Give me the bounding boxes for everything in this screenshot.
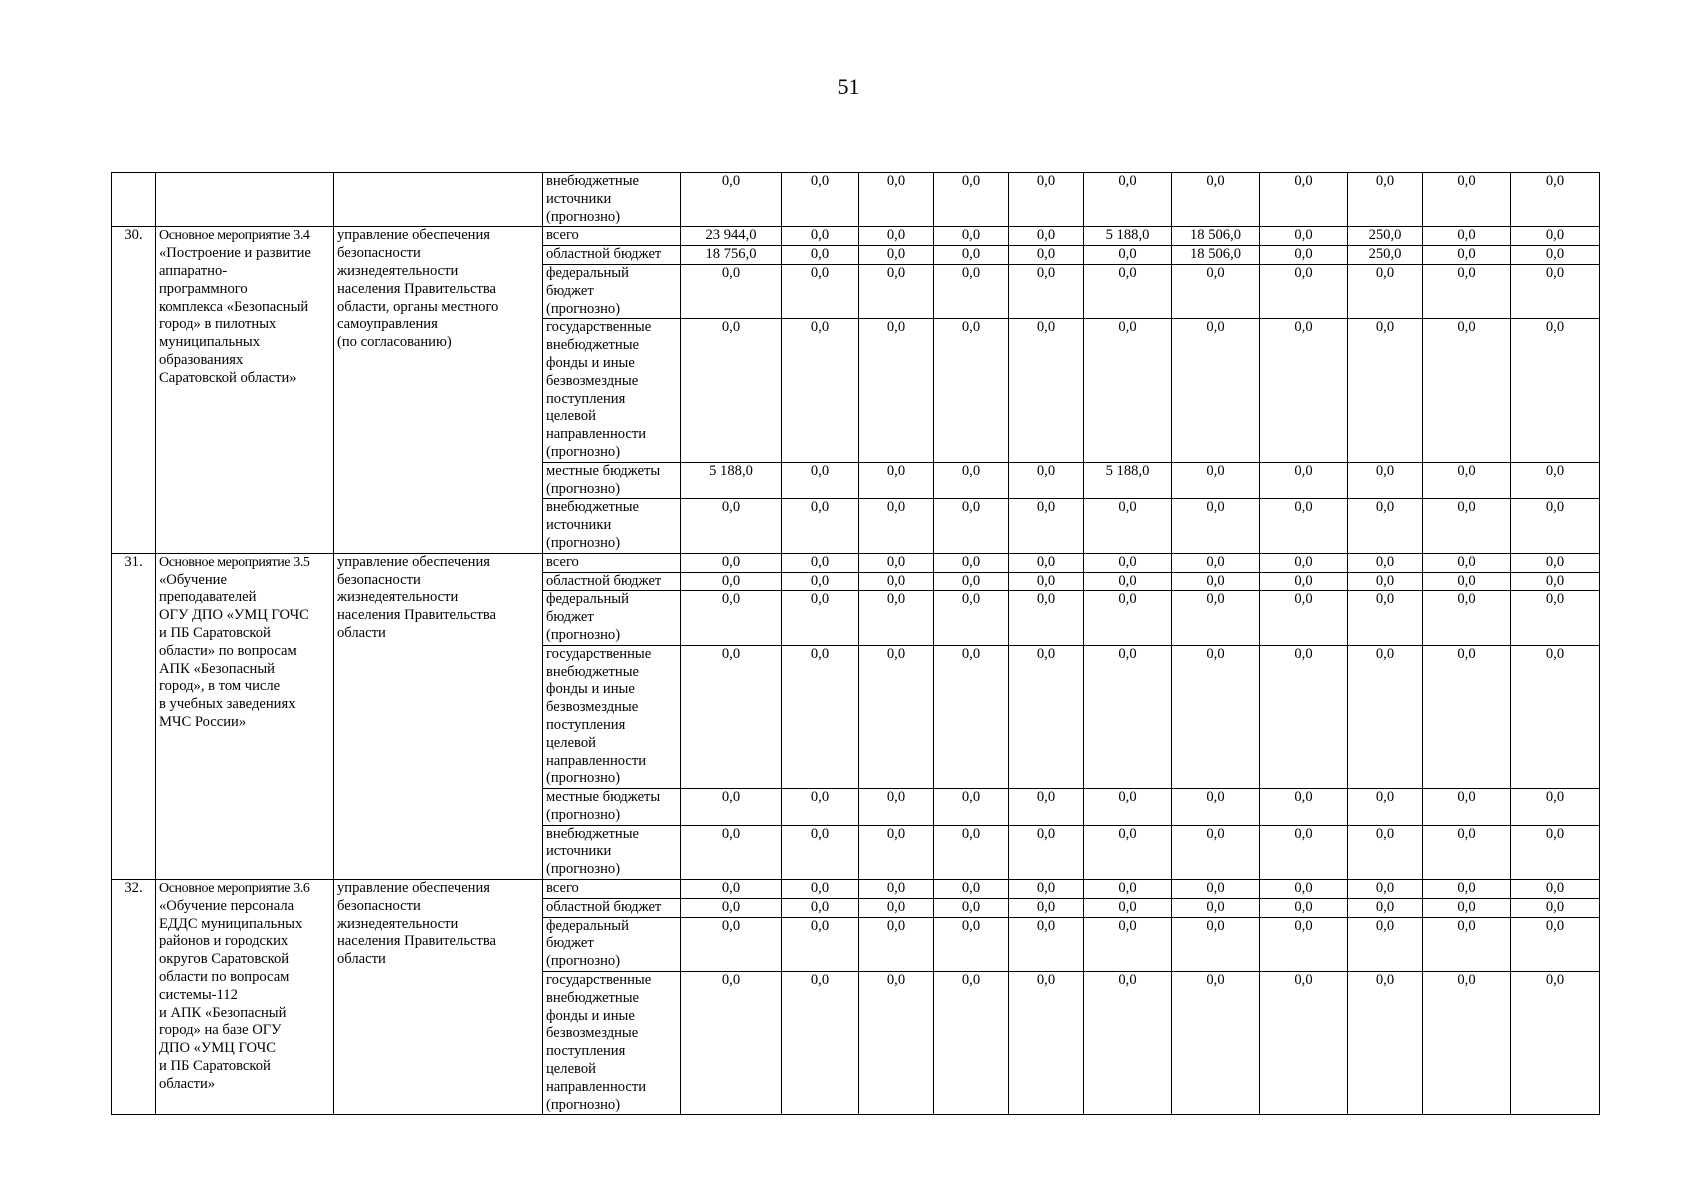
event-title-body: «Обучение преподавателей ОГУ ДПО «УМЦ ГОЧС и ПБ Саратовской области» по вопросам АПК «Безопасный город», в том числе в учебных заведениях МЧС России» — [159, 571, 309, 730]
table-row — [112, 173, 1600, 227]
amount-cell: 0,0 — [1260, 462, 1348, 499]
amount-cell: 0,0 — [1260, 246, 1348, 265]
amount-cell: 0,0 — [681, 789, 782, 826]
amount-cell: 0,0 — [859, 917, 934, 971]
amount-cell: 0,0 — [859, 645, 934, 788]
event-title-head: Основное мероприятие 3.5 — [159, 554, 310, 570]
amount-cell: 18 756,0 — [681, 246, 782, 265]
funding-source-cell: федеральный бюджет (прогнозно) — [543, 264, 681, 318]
amount-cell: 0,0 — [681, 572, 782, 591]
funding-source-cell: областной бюджет — [543, 898, 681, 917]
amount-cell: 0,0 — [681, 499, 782, 553]
amount-cell: 0,0 — [782, 645, 859, 788]
amount-cell: 0,0 — [1009, 789, 1084, 826]
amount-cell: 0,0 — [859, 246, 934, 265]
amount-cell: 5 188,0 — [1084, 462, 1172, 499]
amount-cell: 0,0 — [782, 319, 859, 462]
amount-cell: 0,0 — [1260, 880, 1348, 899]
amount-cell: 0,0 — [1260, 173, 1348, 227]
amount-cell: 0,0 — [1084, 591, 1172, 645]
amount-cell: 0,0 — [1348, 917, 1423, 971]
event-title-body: «Обучение персонала ЕДДС муниципальных районов и городских округов Саратовской области по вопросам системы-112 и АПК «Безопасный город» на базе ОГУ ДПО «УМЦ ГОЧС и ПБ Саратовской области» — [159, 897, 303, 1092]
funding-source-cell: всего — [543, 880, 681, 899]
funding-source-cell: федеральный бюджет (прогнозно) — [543, 917, 681, 971]
amount-cell: 18 506,0 — [1172, 246, 1260, 265]
funding-source-cell: внебюджетные источники (прогнозно) — [543, 499, 681, 553]
amount-cell: 250,0 — [1348, 246, 1423, 265]
table-row — [112, 553, 1600, 572]
amount-cell: 0,0 — [1172, 898, 1260, 917]
amount-cell: 0,0 — [1511, 898, 1600, 917]
amount-cell: 0,0 — [1423, 825, 1511, 879]
amount-cell: 0,0 — [1009, 553, 1084, 572]
funding-source-cell: внебюджетные источники (прогнозно) — [543, 173, 681, 227]
amount-cell: 0,0 — [1084, 825, 1172, 879]
amount-cell: 0,0 — [681, 264, 782, 318]
amount-cell: 0,0 — [934, 825, 1009, 879]
amount-cell: 0,0 — [859, 898, 934, 917]
page-number: 51 — [837, 74, 860, 99]
event-title-body: «Построение и развитие аппаратно- программного комплекса «Безопасный город» в пилотных муниципальных образованиях Саратовской области» — [159, 245, 311, 386]
amount-cell: 0,0 — [1084, 499, 1172, 553]
event-title-cell — [156, 173, 334, 227]
amount-cell: 0,0 — [1348, 591, 1423, 645]
amount-cell: 0,0 — [1511, 972, 1600, 1115]
amount-cell: 0,0 — [1511, 227, 1600, 246]
amount-cell: 0,0 — [1084, 264, 1172, 318]
funding-source-cell: местные бюджеты (прогнозно) — [543, 789, 681, 826]
funding-source-cell: областной бюджет — [543, 572, 681, 591]
amount-cell: 0,0 — [782, 880, 859, 899]
amount-cell: 0,0 — [934, 246, 1009, 265]
amount-cell: 0,0 — [1172, 572, 1260, 591]
amount-cell: 0,0 — [1423, 319, 1511, 462]
amount-cell: 0,0 — [782, 227, 859, 246]
amount-cell: 0,0 — [681, 591, 782, 645]
amount-cell: 0,0 — [1172, 825, 1260, 879]
event-title-head: Основное мероприятие 3.4 — [159, 228, 310, 244]
amount-cell: 0,0 — [782, 173, 859, 227]
amount-cell: 0,0 — [859, 173, 934, 227]
funding-source-cell: всего — [543, 553, 681, 572]
amount-cell: 0,0 — [1009, 917, 1084, 971]
amount-cell: 0,0 — [1423, 553, 1511, 572]
amount-cell: 0,0 — [1084, 972, 1172, 1115]
amount-cell: 0,0 — [1423, 462, 1511, 499]
amount-cell: 0,0 — [1172, 553, 1260, 572]
amount-cell: 0,0 — [1084, 789, 1172, 826]
responsible-cell: управление обеспечения безопасности жизнедеятельности населения Правительства области — [334, 553, 543, 879]
amount-cell: 0,0 — [1511, 319, 1600, 462]
amount-cell: 0,0 — [1084, 898, 1172, 917]
amount-cell: 0,0 — [1423, 880, 1511, 899]
amount-cell: 0,0 — [1511, 572, 1600, 591]
amount-cell: 0,0 — [934, 462, 1009, 499]
funding-source-cell: федеральный бюджет (прогнозно) — [543, 591, 681, 645]
amount-cell: 0,0 — [859, 319, 934, 462]
amount-cell: 0,0 — [1009, 825, 1084, 879]
amount-cell: 0,0 — [1172, 972, 1260, 1115]
amount-cell: 0,0 — [859, 972, 934, 1115]
amount-cell: 0,0 — [1084, 645, 1172, 788]
event-title-head: Основное мероприятие 3.6 — [159, 881, 310, 897]
amount-cell: 0,0 — [1423, 173, 1511, 227]
amount-cell: 0,0 — [1172, 264, 1260, 318]
amount-cell: 0,0 — [1348, 173, 1423, 227]
amount-cell: 0,0 — [1260, 972, 1348, 1115]
funding-source-cell: местные бюджеты (прогнозно) — [543, 462, 681, 499]
amount-cell: 0,0 — [1423, 917, 1511, 971]
amount-cell: 0,0 — [782, 789, 859, 826]
amount-cell: 0,0 — [1511, 645, 1600, 788]
amount-cell: 0,0 — [934, 572, 1009, 591]
amount-cell: 0,0 — [681, 645, 782, 788]
amount-cell: 0,0 — [1009, 319, 1084, 462]
amount-cell: 0,0 — [1511, 173, 1600, 227]
event-title-cell — [156, 880, 334, 1115]
amount-cell: 0,0 — [934, 645, 1009, 788]
funding-source-cell: всего — [543, 227, 681, 246]
amount-cell: 0,0 — [1084, 553, 1172, 572]
amount-cell: 0,0 — [1511, 553, 1600, 572]
amount-cell: 0,0 — [1260, 553, 1348, 572]
amount-cell: 0,0 — [1423, 645, 1511, 788]
amount-cell: 5 188,0 — [681, 462, 782, 499]
amount-cell: 0,0 — [1423, 591, 1511, 645]
amount-cell: 0,0 — [1009, 572, 1084, 591]
amount-cell: 0,0 — [859, 227, 934, 246]
amount-cell: 0,0 — [1423, 972, 1511, 1115]
amount-cell: 0,0 — [782, 917, 859, 971]
funding-source-cell: областной бюджет — [543, 246, 681, 265]
amount-cell: 0,0 — [1348, 898, 1423, 917]
amount-cell: 0,0 — [681, 898, 782, 917]
amount-cell: 0,0 — [1423, 499, 1511, 553]
amount-cell: 0,0 — [782, 246, 859, 265]
amount-cell: 0,0 — [681, 319, 782, 462]
amount-cell: 0,0 — [782, 499, 859, 553]
amount-cell: 0,0 — [1009, 645, 1084, 788]
amount-cell: 0,0 — [1009, 898, 1084, 917]
amount-cell: 0,0 — [1260, 591, 1348, 645]
amount-cell: 0,0 — [1511, 462, 1600, 499]
amount-cell: 0,0 — [1348, 825, 1423, 879]
amount-cell: 0,0 — [1348, 572, 1423, 591]
amount-cell: 0,0 — [1009, 246, 1084, 265]
funding-source-cell: государственные внебюджетные фонды и иные безвозмездные поступления целевой направленности (прогнозно) — [543, 972, 681, 1115]
amount-cell: 0,0 — [859, 789, 934, 826]
amount-cell: 0,0 — [1084, 246, 1172, 265]
amount-cell: 0,0 — [1511, 264, 1600, 318]
amount-cell: 0,0 — [1009, 227, 1084, 246]
event-title-cell — [156, 553, 334, 879]
amount-cell: 0,0 — [1009, 880, 1084, 899]
amount-cell: 0,0 — [934, 319, 1009, 462]
amount-cell: 0,0 — [1511, 880, 1600, 899]
table-row — [112, 227, 1600, 246]
amount-cell: 0,0 — [1009, 499, 1084, 553]
amount-cell: 0,0 — [934, 553, 1009, 572]
amount-cell: 0,0 — [859, 462, 934, 499]
amount-cell: 0,0 — [1009, 264, 1084, 318]
amount-cell: 0,0 — [859, 591, 934, 645]
amount-cell: 0,0 — [1172, 789, 1260, 826]
amount-cell: 0,0 — [859, 572, 934, 591]
amount-cell: 0,0 — [1423, 227, 1511, 246]
amount-cell: 0,0 — [1260, 319, 1348, 462]
funding-source-cell: государственные внебюджетные фонды и иные безвозмездные поступления целевой направленности (прогнозно) — [543, 645, 681, 788]
amount-cell: 0,0 — [1260, 898, 1348, 917]
amount-cell: 0,0 — [859, 825, 934, 879]
amount-cell: 0,0 — [782, 572, 859, 591]
amount-cell: 0,0 — [1172, 173, 1260, 227]
amount-cell: 0,0 — [1260, 789, 1348, 826]
amount-cell: 0,0 — [1423, 789, 1511, 826]
amount-cell: 0,0 — [934, 499, 1009, 553]
amount-cell: 0,0 — [1172, 917, 1260, 971]
responsible-cell: управление обеспечения безопасности жизнедеятельности населения Правительства области — [334, 880, 543, 1115]
amount-cell: 0,0 — [1511, 499, 1600, 553]
amount-cell: 0,0 — [1423, 898, 1511, 917]
amount-cell: 250,0 — [1348, 227, 1423, 246]
amount-cell: 0,0 — [1423, 572, 1511, 591]
amount-cell: 0,0 — [1260, 499, 1348, 553]
amount-cell: 0,0 — [1084, 319, 1172, 462]
amount-cell: 0,0 — [1009, 972, 1084, 1115]
amount-cell: 0,0 — [1423, 264, 1511, 318]
amount-cell: 0,0 — [782, 591, 859, 645]
amount-cell: 0,0 — [1172, 880, 1260, 899]
amount-cell: 0,0 — [782, 462, 859, 499]
amount-cell: 0,0 — [1009, 462, 1084, 499]
amount-cell: 0,0 — [934, 227, 1009, 246]
amount-cell: 0,0 — [1260, 264, 1348, 318]
amount-cell: 0,0 — [1348, 553, 1423, 572]
amount-cell: 0,0 — [1511, 917, 1600, 971]
amount-cell: 0,0 — [934, 917, 1009, 971]
amount-cell: 18 506,0 — [1172, 227, 1260, 246]
row-index-cell: 31. — [112, 553, 156, 879]
row-index-cell: 32. — [112, 880, 156, 1115]
amount-cell: 0,0 — [782, 264, 859, 318]
amount-cell: 0,0 — [934, 173, 1009, 227]
amount-cell: 0,0 — [1172, 319, 1260, 462]
amount-cell: 0,0 — [934, 898, 1009, 917]
funding-source-cell: внебюджетные источники (прогнозно) — [543, 825, 681, 879]
amount-cell: 0,0 — [1511, 591, 1600, 645]
amount-cell: 0,0 — [681, 880, 782, 899]
amount-cell: 0,0 — [1511, 789, 1600, 826]
amount-cell: 0,0 — [681, 173, 782, 227]
amount-cell: 0,0 — [1348, 880, 1423, 899]
amount-cell: 0,0 — [681, 972, 782, 1115]
amount-cell: 0,0 — [1511, 246, 1600, 265]
amount-cell: 0,0 — [782, 972, 859, 1115]
amount-cell: 0,0 — [1260, 572, 1348, 591]
amount-cell: 0,0 — [782, 898, 859, 917]
amount-cell: 0,0 — [859, 264, 934, 318]
amount-cell: 0,0 — [934, 880, 1009, 899]
budget-table — [111, 172, 1600, 1115]
amount-cell: 0,0 — [1348, 462, 1423, 499]
amount-cell: 0,0 — [1084, 572, 1172, 591]
amount-cell: 0,0 — [681, 553, 782, 572]
amount-cell: 0,0 — [934, 591, 1009, 645]
amount-cell: 0,0 — [782, 825, 859, 879]
amount-cell: 0,0 — [681, 917, 782, 971]
amount-cell: 0,0 — [1511, 825, 1600, 879]
amount-cell: 0,0 — [1348, 499, 1423, 553]
row-index-cell: 30. — [112, 227, 156, 553]
amount-cell: 0,0 — [1172, 591, 1260, 645]
amount-cell: 5 188,0 — [1084, 227, 1172, 246]
amount-cell: 0,0 — [1172, 499, 1260, 553]
amount-cell: 0,0 — [859, 499, 934, 553]
amount-cell: 0,0 — [1260, 825, 1348, 879]
responsible-cell — [334, 173, 543, 227]
amount-cell: 0,0 — [934, 972, 1009, 1115]
amount-cell: 0,0 — [1260, 645, 1348, 788]
amount-cell: 0,0 — [1348, 972, 1423, 1115]
amount-cell: 0,0 — [782, 553, 859, 572]
amount-cell: 0,0 — [1260, 917, 1348, 971]
responsible-cell: управление обеспечения безопасности жизнедеятельности населения Правительства области, органы местного самоуправления (по согласованию) — [334, 227, 543, 553]
amount-cell: 0,0 — [1260, 227, 1348, 246]
funding-source-cell: государственные внебюджетные фонды и иные безвозмездные поступления целевой направленности (прогнозно) — [543, 319, 681, 462]
amount-cell: 0,0 — [1084, 173, 1172, 227]
amount-cell: 0,0 — [1009, 591, 1084, 645]
amount-cell: 0,0 — [681, 825, 782, 879]
table-row — [112, 880, 1600, 899]
amount-cell: 0,0 — [859, 553, 934, 572]
event-title-cell — [156, 227, 334, 553]
amount-cell: 0,0 — [1348, 789, 1423, 826]
amount-cell: 0,0 — [1172, 462, 1260, 499]
amount-cell: 0,0 — [934, 789, 1009, 826]
row-index-cell — [112, 173, 156, 227]
amount-cell: 0,0 — [1348, 264, 1423, 318]
amount-cell: 0,0 — [859, 880, 934, 899]
amount-cell: 0,0 — [934, 264, 1009, 318]
amount-cell: 0,0 — [1348, 319, 1423, 462]
amount-cell: 0,0 — [1084, 880, 1172, 899]
amount-cell: 0,0 — [1009, 173, 1084, 227]
amount-cell: 0,0 — [1084, 917, 1172, 971]
amount-cell: 23 944,0 — [681, 227, 782, 246]
amount-cell: 0,0 — [1348, 645, 1423, 788]
amount-cell: 0,0 — [1172, 645, 1260, 788]
amount-cell: 0,0 — [1423, 246, 1511, 265]
